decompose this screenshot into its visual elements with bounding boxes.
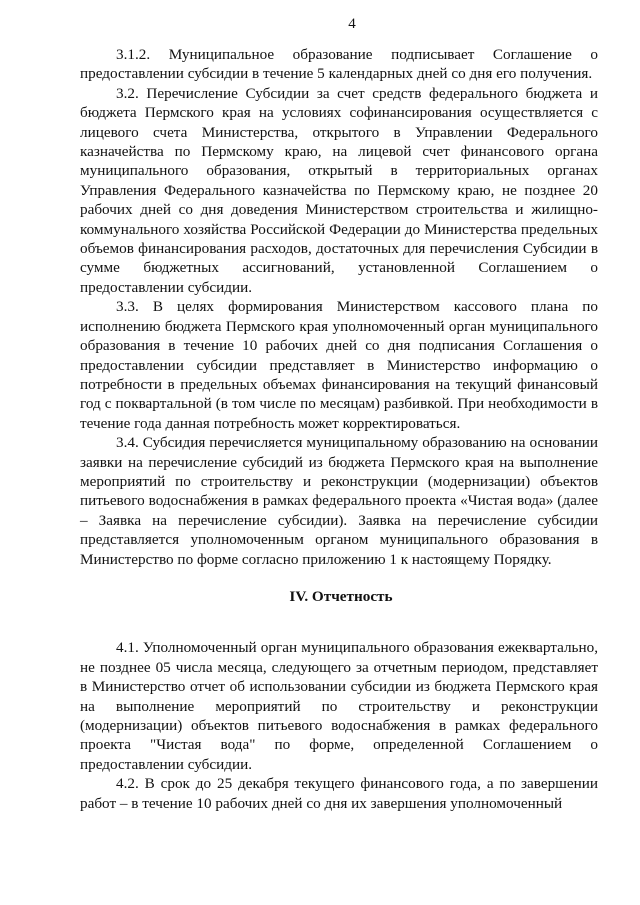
paragraph-4-1: 4.1. Уполномоченный орган муниципального образования ежеквартально, не позднее 05 числа месяца, следующего за отчетным периодом, представляет в Министерство отчет об использовании субсидии из бюджета Пермского края на выполнение мероприятий по строительству и реконструкции (модернизации) объектов питьевого водоснабжения в рамках федерального проекта "Чистая вода" по форме, определенной Соглашением о предоставлении субсидии. — [80, 639, 598, 773]
paragraph-3-3: 3.3. В целях формирования Министерством кассового плана по исполнению бюджета Пермского края уполномоченный орган муниципального образования в течение 10 рабочих дней со дня подписания Соглашения о предоставлении субсидии представляет в Министерство информацию о потребности в предельных объемах финансирования на текущий финансовый год с поквартальной (в том числе по месяцам) разбивкой. При необходимости в течение года данная потребность может корректироваться. — [80, 298, 598, 432]
paragraph-3-2: 3.2. Перечисление Субсидии за счет средств федерального бюджета и бюджета Пермского края на условиях софинансирования осуществляется с лицевого счета Министерства, открытого в Управлении Федерального казначейства по Пермскому краю, на лицевой счет финансового органа муниципального образования, открытый в территориальных органах Управления Федерального казначейства по Пермскому краю, не позднее 20 рабочих дней со дня доведения Министерством строительства и жилищно-коммунального хозяйства Российской Федерации до Министерства предельных объемов финансирования расходов, достаточных для перечисления Субсидии в сумме бюджетных ассигнований, установленной Соглашением о предоставлении субсидии. — [80, 84, 598, 296]
paragraph-3-4: 3.4. Субсидия перечисляется муниципальному образованию на основании заявки на перечисление субсидий из бюджета Пермского края на выполнение мероприятий по строительству и реконструкции (модернизации) объектов питьевого водоснабжения в рамках федерального проекта «Чистая вода» (далее – Заявка на перечисление субсидии). Заявка на перечисление субсидии представляется уполномоченным органом муниципального образования в Министерство по форме согласно приложению 1 к настоящему Порядку. — [80, 434, 598, 568]
paragraph-3-1-2: 3.1.2. Муниципальное образование подписывает Соглашение о предоставлении субсидии в течение 5 календарных дней со дня его получения. — [80, 46, 598, 83]
paragraph-4-2: 4.2. В срок до 25 декабря текущего финансового года, а по завершении работ – в течение 10 рабочих дней со дня их завершения уполномоченный — [80, 775, 598, 812]
page-number: 4 — [348, 16, 356, 32]
section-title: IV. Отчетность — [289, 587, 393, 605]
